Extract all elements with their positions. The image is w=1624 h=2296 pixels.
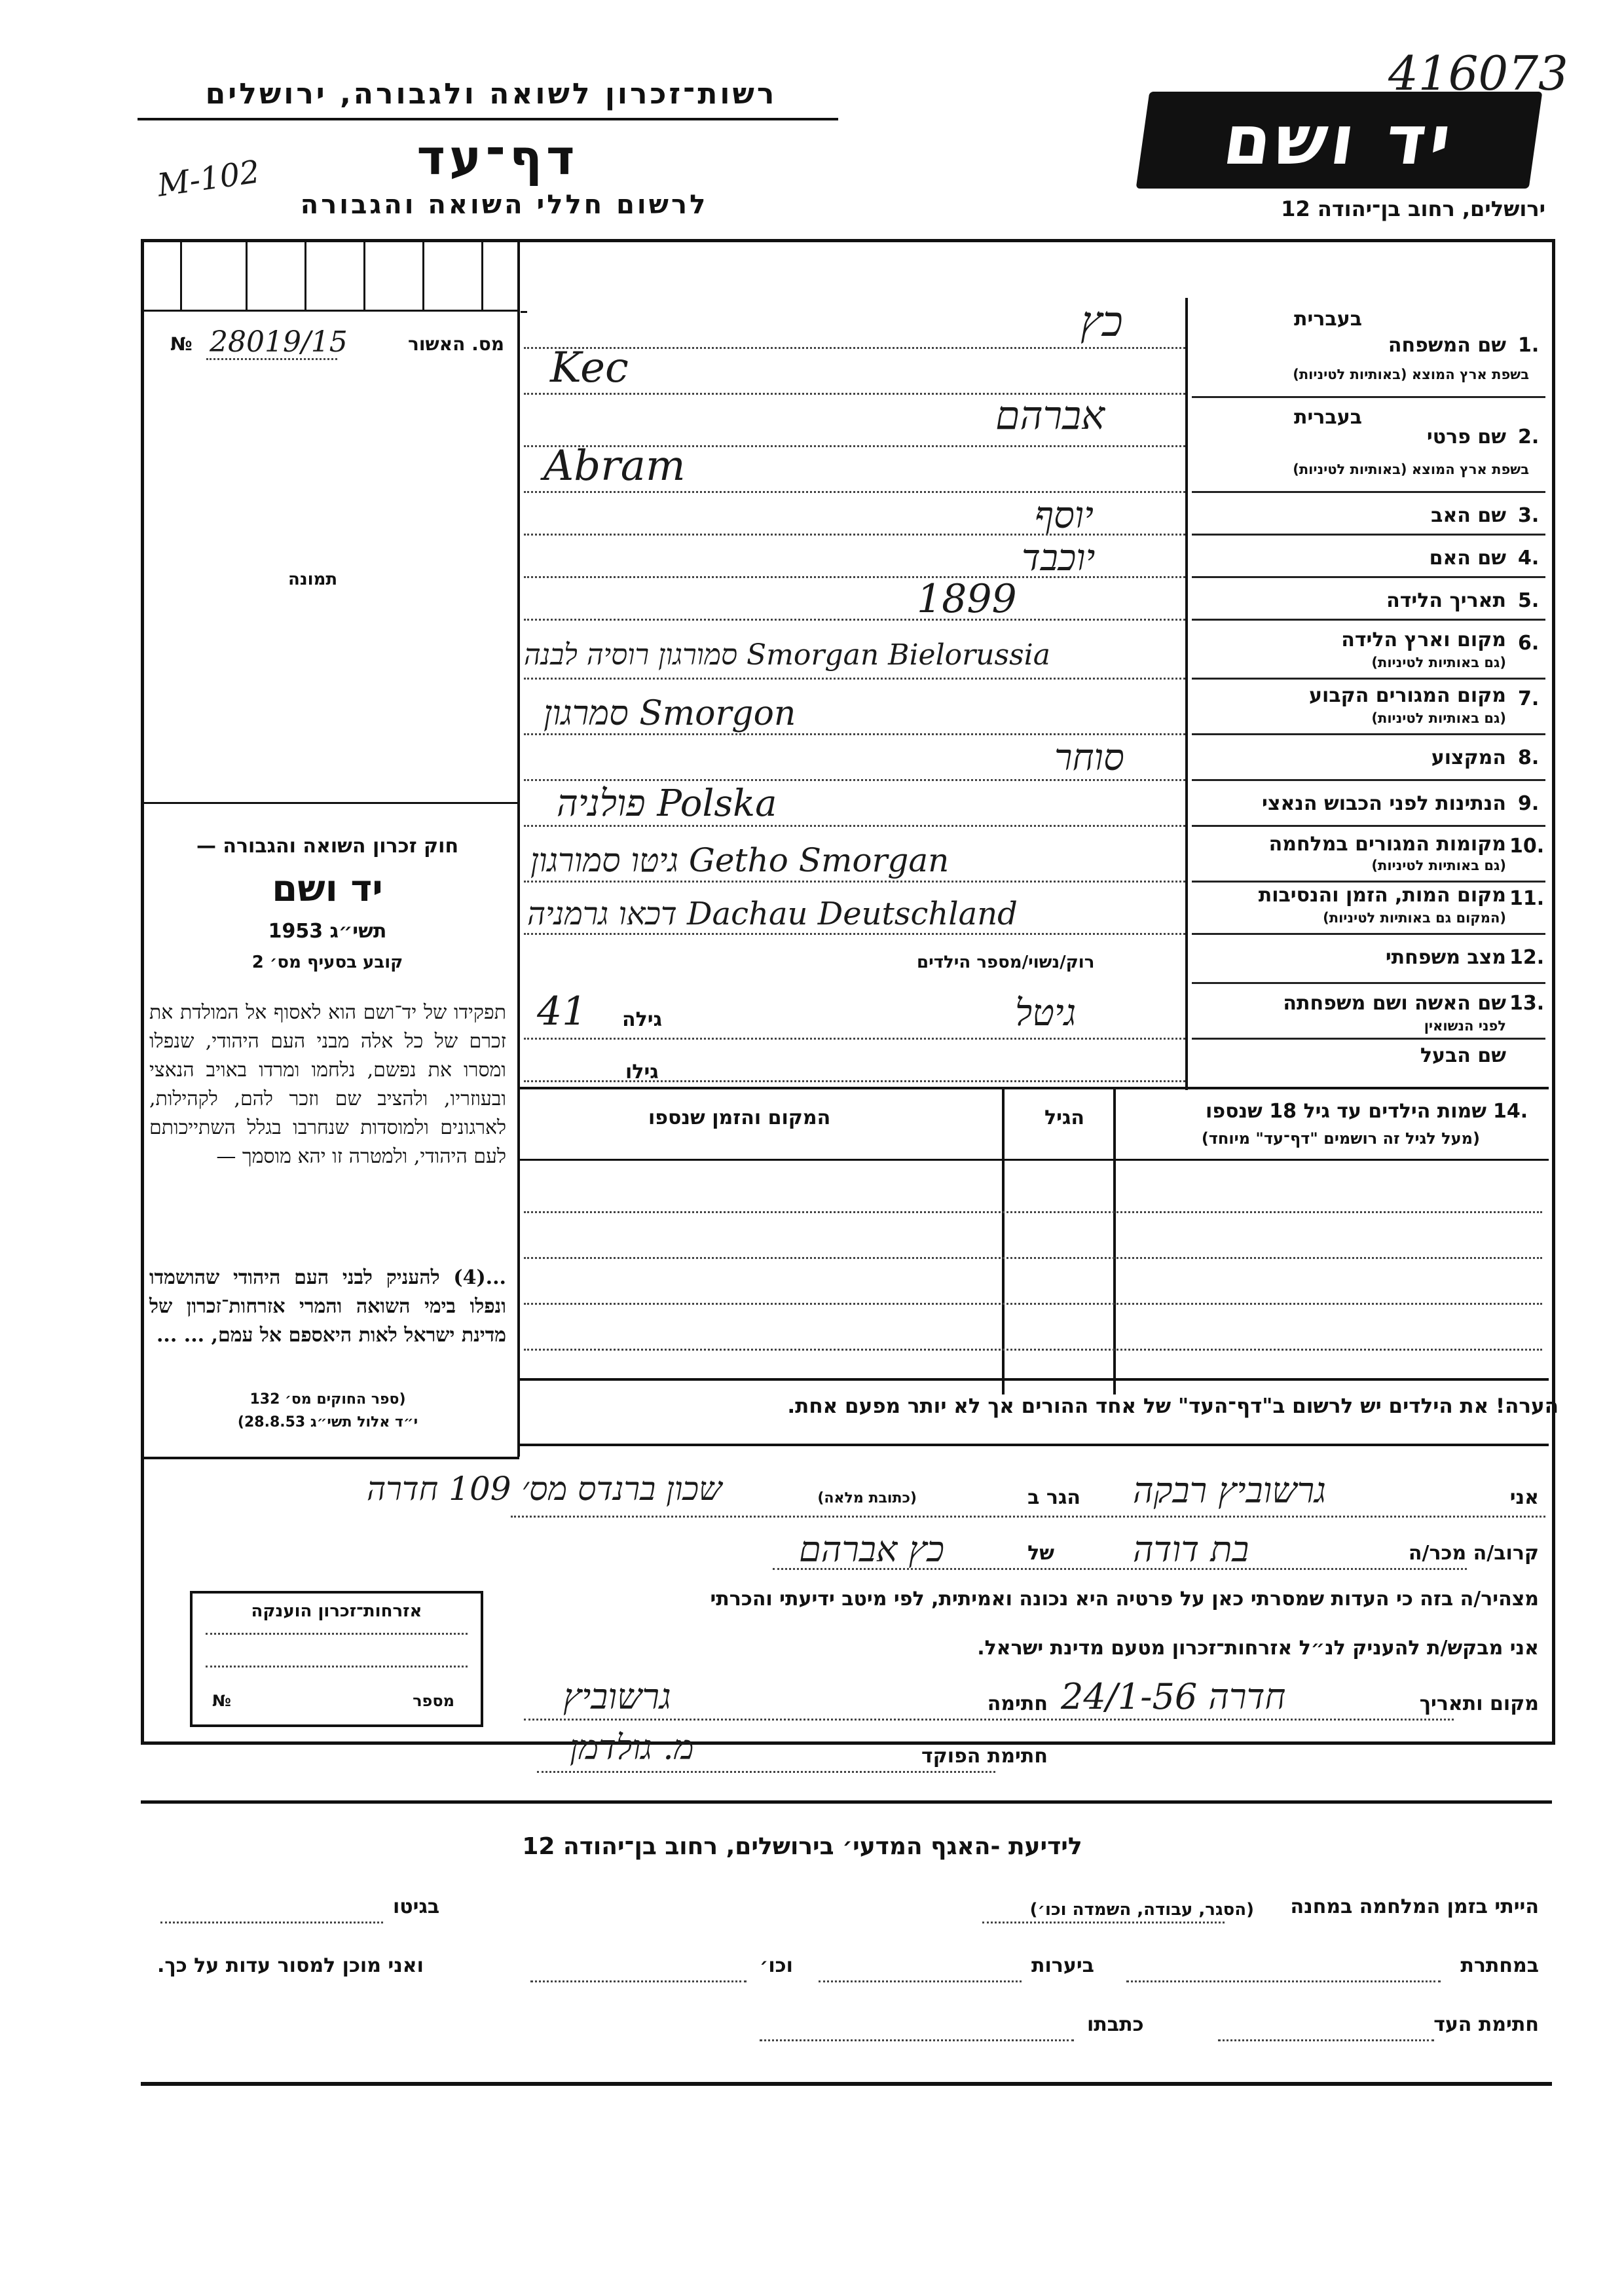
field-2-value-lat: Abram [544,442,686,490]
field-11-line [524,933,1185,935]
field-2-sub: בשפת ארץ המוצא (באותיות לטיניות) [1293,462,1529,477]
field-5-value: 1899 [917,576,1017,622]
field-2-label: שם פרטי [1426,426,1506,448]
decl-line-4: אני מבקש/ת להעניק לנ״ל אזרחות־זכרון מטעם מדינת ישראל. [977,1637,1539,1660]
children-row-2 [524,1257,1542,1259]
note-bottom-rule [517,1444,1549,1446]
children-header-rule [517,1159,1549,1161]
children-row-1 [524,1211,1542,1213]
field-11-number: 11. [1509,887,1545,910]
field-13-label: שם האשה ושם משפחתה [1283,992,1506,1015]
field-11-rule [1192,933,1545,935]
footer-line2-a: במחתרת [1460,1954,1539,1977]
field-12-number: 12. [1509,946,1545,969]
form-title: דף־עד [416,130,579,186]
field-1-heb-tag: בעברית [1294,308,1362,331]
left-column-divider [517,239,520,1457]
field-10-value: גיטו סמורגון Getho Smorgan [530,841,950,879]
field-1-label: שם המשפחה [1388,334,1506,357]
field-3-rule [1192,534,1545,536]
yad-vashem-logo [1136,92,1543,189]
field-13-line [524,1038,1185,1040]
decl-i-am: אני [1509,1486,1539,1509]
label-column-divider [1185,298,1188,1090]
field-7-rule [1192,733,1545,735]
decl-officer-signature: מ. גולדמן [570,1728,694,1768]
field-5-label: תאריך הלידה [1386,589,1506,612]
field-6-number: 6. [1518,632,1540,655]
footer-line2-b: ביערות [1031,1954,1094,1977]
certificate-number-prefix: № [212,1692,231,1710]
field-2-number: 2. [1518,426,1540,448]
form-bottom-rule [141,1800,1552,1804]
footer-line3-b: כתבתו [1087,2013,1144,2036]
field-7-sub: (גם באותיות לטיניות) [1371,710,1506,726]
field-9-line [524,825,1185,827]
field-11-label: מקום המות, הזמן והנסיבות [1258,884,1506,907]
decl-address: שכון ברנדס מס׳ 109 חדרה [367,1470,722,1508]
field-9-rule [1192,825,1545,827]
children-col-age: הגיל [1044,1106,1084,1129]
field-7-number: 7. [1518,687,1540,710]
decl-line-6 [537,1771,995,1773]
decl-relation-label: קרוב/ה מכר/ה [1408,1542,1539,1565]
field-3-line [524,534,1185,536]
field-7-value: סמרגון Smorgon [544,694,796,733]
law-text: תפקידו של יד־ושם הוא לאסוף אל המולדת את זכרם של כל אלה מבני העם היהודי, שנפלו ומסרו את נפשם, נלחמו ומרדו באויב הנאצי ובעוזריו, ולהציב שם וזכר להם, לקהילות, לארגונים ולמוסדות שנחרבו בגלל השתייכותם לעם היהודי, ולמטרה זו יהא מוסמך — [149,1001,506,1168]
footer-line2-c: וכו׳ [760,1954,793,1977]
photo-area-bottom [141,802,517,804]
field-2-line-lat [524,491,1185,493]
footer-title: לידיעת -האגף המדעי׳ בירושלים, רחוב בן־יהודה 12 [522,1833,1082,1860]
field-10-line [524,881,1185,883]
field-1-number: 1. [1518,334,1540,357]
decl-signature: גרשוביץ [563,1676,671,1717]
field-8-number: 8. [1518,746,1540,769]
footer-line2-dots-3 [530,1980,747,1982]
field-5-rule [1192,619,1545,621]
footer-line3-dots-2 [760,2039,1074,2041]
husband-label: שם הבעל [1420,1044,1506,1067]
field-1-value-he: כץ [1080,298,1123,346]
field-1-rule [1192,396,1545,398]
children-col-place: המקום והזמן שנספו [648,1106,831,1129]
field-2-heb-tag: בעברית [1294,406,1362,429]
husband-age-label: גילו [625,1061,659,1084]
children-title: שמות הילדים עד גיל 18 שנספו [1206,1100,1486,1123]
footer-line3-a: חתימת העד [1433,2013,1539,2036]
fields-bottom-rule [517,1087,1549,1089]
institution-title: רשות־זכרון לשואה ולגבורה, ירושלים [205,77,777,111]
field-5-number: 5. [1518,589,1540,612]
approval-prefix: № [170,333,193,355]
certificate-box [190,1591,483,1727]
field-6-value: סמורגון רוסיה לבנה Smorgan Bielorussia [524,638,1050,672]
field-4-line [524,576,1185,578]
decl-line-2 [773,1568,1467,1570]
decl-place-date-label: מקום ותאריך [1419,1692,1539,1715]
children-bottom-rule [517,1378,1549,1381]
field-2-line-he [524,445,1185,447]
field-10-sub: (גם באותיות לטיניות) [1371,858,1506,873]
certificate-title: אזרחות־זכרון הוענקה [251,1601,422,1621]
law-bottom-rule [141,1457,519,1459]
footer-line1-a: הייתי בזמן המלחמה במחנה [1290,1895,1539,1918]
field-8-line [524,779,1185,781]
logo-text: יד ושם [1218,100,1460,180]
middle-top-rule [521,311,527,313]
header-underline [138,118,838,120]
decl-signature-label: חתימה [987,1692,1048,1715]
decl-of-name: כץ אברהם [799,1529,944,1570]
footer-line2-dots-2 [819,1980,1022,1982]
footer-line2-dots-1 [1126,1980,1441,1982]
law-section: קובע בסעיף מס׳ 2 [251,953,403,972]
decl-officer-label: חתימת הפוקד [921,1745,1048,1768]
decl-line-3: מצהיר/ה בזה כי העדות שמסרתי כאן על פרטיה היא נכונה ואמיתית, לפי מיטב ידיעתי והכרתי [710,1588,1539,1611]
field-3-label: שם האב [1431,504,1506,527]
husband-line [524,1080,1185,1082]
field-10-number: 10. [1509,835,1545,858]
field-6-sub: (גם באותיות לטיניות) [1371,655,1506,670]
field-13-number: 13. [1509,992,1545,1015]
field-11-value: דכאו גרמניה Dachau Deutschland [527,896,1018,932]
field-13-value: גיטל [1015,992,1077,1034]
footer-line1-dots-2 [160,1922,383,1923]
law-name: יד ושם [272,867,383,910]
field-9-value: פולניה Polska [557,782,777,825]
field-10-label: מקומות המגורים במלחמה [1268,833,1506,856]
field-13-age-label: גילה [622,1008,662,1031]
law-source: (ספר החוקים מס׳ 132 [249,1391,406,1408]
law-year: תשי״ג 1953 [268,920,387,943]
field-4-value: יוכבד [1022,537,1096,579]
photo-label: תמונה [288,570,338,589]
field-8-label: המקצוע [1431,746,1506,769]
field-4-rule [1192,576,1545,578]
page-bottom-rule [141,2082,1552,2086]
decl-address-hint: (כתובת מלאה) [817,1490,917,1506]
field-5-line [524,619,1185,621]
field-6-rule [1192,678,1545,680]
law-clause: ...(4) להעניק לבני העם היהודי שהושמדו ונפלו בימי השואה והמרי אזרחות־זכרון של מדינת ישראל לאות היאספם אל עמם, ... ... [149,1266,506,1347]
decl-place-date: חדרה 24/1-56 [1061,1676,1286,1717]
field-7-label: מקום המגורים הקבוע [1309,684,1506,707]
children-note: הערה! את הילדים יש לרשום ב"דף־העד" של אחד ההורים אך לא יותר מפעם אחת. [787,1394,1559,1418]
law-source-date: י״ד אלול תשי״ג 28.8.53) [237,1414,418,1430]
field-4-number: 4. [1518,547,1540,570]
children-subtitle: (מעל לגיל זה רושמים "דף־עד" מיוחד) [1201,1129,1480,1148]
law-title: חוק זכרון השואה והגבורה — [196,835,459,858]
certificate-number-label: מספר [413,1692,454,1710]
approval-label: מס. האשור [408,333,504,355]
footer-line1-hint: (הסגר, עבודה, השמדה וכו׳) [1029,1900,1254,1920]
field-13-rule [1192,1038,1545,1040]
field-8-value: סוחר [1054,737,1124,779]
field-1-sub: בשפת ארץ המוצא (באותיות לטיניות) [1293,367,1529,382]
field-3-number: 3. [1518,504,1540,527]
children-number: 14. [1493,1100,1528,1123]
field-1-value-lat: Kec [550,344,629,392]
children-row-4 [524,1349,1542,1351]
decl-name: גרשוביץ רבקה [1133,1470,1326,1511]
field-12-rule [1192,982,1545,984]
decl-resides: הגר ב [1027,1486,1080,1509]
field-11-sub: (המקום גם באותיות לטיניות) [1323,910,1506,926]
field-9-number: 9. [1518,792,1540,815]
office-stub-boxes [141,239,519,311]
footer-line1-dots-1 [982,1922,1225,1923]
footer-line1-b: בגיטו [393,1895,440,1918]
record-number: 416073 [1388,46,1568,101]
children-row-3 [524,1303,1542,1305]
approval-number-value: 28019/15 [210,325,348,359]
field-12-value: רוק/נשוי/מספר הילדים [917,953,1095,972]
approval-number [170,325,504,363]
field-7-line [524,733,1185,735]
field-3-value: יוסף [1035,494,1094,537]
field-6-line [524,678,1185,680]
decl-line-5 [524,1719,1454,1721]
field-9-label: הנתינות לפני הכבוש הנאצי [1262,792,1506,815]
field-13-sub: לפני הנשואין [1424,1018,1506,1034]
footer-line3-dots-1 [1218,2039,1434,2041]
margin-note: M-102 [155,153,263,204]
decl-line-1 [511,1516,1545,1518]
address: ירושלים, רחוב בן־יהודה 12 [1281,196,1545,221]
field-13-age-value: 41 [537,989,587,1034]
field-2-rule [1192,491,1545,493]
field-6-label: מקום וארץ הלידה [1341,629,1506,651]
field-4-label: שם האם [1429,547,1506,570]
field-1-line-he [524,347,1185,349]
decl-of: של [1027,1542,1054,1565]
form-subtitle: לרשום חללי השואה והגבורה [300,190,709,220]
field-10-rule [1192,881,1545,883]
field-8-rule [1192,779,1545,781]
field-12-label: מצב משפחתי [1385,946,1506,969]
footer-line2-d: ואני מוכן למסור עדות על כך. [157,1954,424,1977]
field-2-value-he: אברהם [995,393,1105,439]
decl-relation: בת דודה [1133,1529,1249,1570]
